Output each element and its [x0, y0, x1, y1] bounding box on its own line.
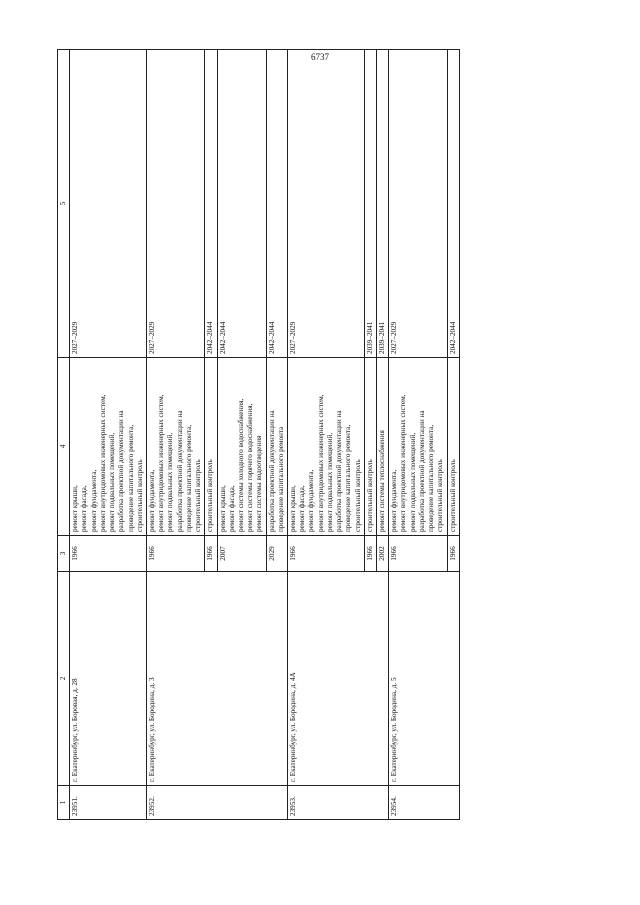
- year-cell: 1966: [146, 536, 204, 572]
- works-cell: [447, 358, 459, 536]
- column-header-1: 1: [58, 786, 70, 820]
- work-item: ремонт фундамента,: [89, 469, 98, 532]
- period-cell: 2039–2041: [364, 50, 376, 358]
- table-body: [70, 50, 460, 820]
- work-item: строительный контроль: [194, 459, 203, 532]
- work-item: ремонт фундамента,: [147, 469, 156, 532]
- record-number: 23951.: [70, 786, 147, 820]
- period-cell: 2042–2044: [266, 50, 287, 358]
- work-item: разработка проектной документации на: [267, 410, 276, 532]
- work-item: ремонт внутридомовых инженерных систем,: [399, 394, 408, 532]
- year-cell: 1966: [364, 536, 376, 572]
- year-cell: 1966: [288, 536, 365, 572]
- period-cell: 2042–2044: [447, 50, 459, 358]
- work-item: ремонт крыши,: [71, 485, 80, 532]
- page-number: 6737: [311, 52, 329, 62]
- building-address: г. Екатеринбург, ул. Бородина, д. 4А: [288, 572, 389, 786]
- work-item: ремонт системы теплоснабжения: [378, 430, 386, 532]
- work-item: разработка проектной документации на: [417, 410, 426, 532]
- works-cell: [377, 358, 389, 536]
- work-item: ремонт подвальных помещений,: [166, 432, 175, 532]
- work-item: ремонт фундамента,: [390, 469, 399, 532]
- year-cell: 2002: [377, 536, 389, 572]
- column-header-3: 3: [58, 536, 70, 572]
- works-cell: [217, 358, 266, 536]
- year-cell: 2029: [266, 536, 287, 572]
- work-item: проведение капитального ремонта,: [126, 424, 135, 532]
- work-item: строительный контроль: [206, 459, 215, 532]
- table-row: [70, 50, 147, 820]
- work-item: ремонт внутридомовых инженерных систем,: [98, 394, 107, 532]
- work-item: строительный контроль: [135, 459, 144, 532]
- works-cell: [288, 358, 365, 536]
- works-cell: [70, 358, 147, 536]
- work-item: проведение капитального ремонта,: [184, 424, 193, 532]
- work-item: ремонт системы холодного водоснабжения,: [236, 398, 245, 532]
- work-item: ремонт фундамента,: [307, 469, 316, 532]
- table-row: [288, 50, 365, 820]
- work-item: строительный контроль: [365, 459, 374, 532]
- column-header-4: 4: [58, 358, 70, 536]
- work-item: ремонт крыши,: [218, 485, 227, 532]
- year-cell: 2007: [217, 536, 266, 572]
- building-address: г. Екатеринбург, ул. Бородина, д. 5: [389, 572, 460, 786]
- column-header-5: 5: [58, 50, 70, 358]
- table-row: [146, 50, 204, 820]
- works-cell: [266, 358, 287, 536]
- work-item: ремонт фасада,: [298, 485, 307, 532]
- work-item: разработка проектной документации на: [335, 410, 344, 532]
- table-row: [389, 50, 447, 820]
- record-number: 23954.: [389, 786, 460, 820]
- work-item: ремонт подвальных помещений,: [108, 432, 117, 532]
- work-item: ремонт подвальных помещений,: [325, 432, 334, 532]
- work-item: разработка проектной документации на: [175, 410, 184, 532]
- work-item: проведение капитального ремонта,: [427, 424, 436, 532]
- work-item: ремонт фасада,: [227, 485, 236, 532]
- period-cell: 2042–2044: [217, 50, 266, 358]
- period-cell: 2039–2041: [377, 50, 389, 358]
- work-item: проведение капитального ремонта,: [344, 424, 353, 532]
- work-item: строительный контроль: [353, 459, 362, 532]
- capital-repair-table: [57, 49, 460, 820]
- work-item: ремонт подвальных помещений,: [408, 432, 417, 532]
- work-item: ремонт системы горячего водоснабжения,: [246, 403, 255, 532]
- period-cell: 2027–2029: [70, 50, 147, 358]
- period-cell: 2027–2029: [288, 50, 365, 358]
- period-cell: 2027–2029: [389, 50, 447, 358]
- works-cell: [205, 358, 217, 536]
- work-item: ремонт системы водоотведения: [255, 435, 264, 532]
- work-item: ремонт внутридомовых инженерных систем,: [316, 394, 325, 532]
- works-cell: [389, 358, 447, 536]
- year-cell: 1966: [389, 536, 447, 572]
- column-header-2: 2: [58, 572, 70, 786]
- work-item: разработка проектной документации на: [117, 410, 126, 532]
- works-cell: [146, 358, 204, 536]
- building-address: г. Екатеринбург, ул. Бородина, д. 3: [146, 572, 287, 786]
- work-item: ремонт фасада,: [80, 485, 89, 532]
- period-cell: 2042–2044: [205, 50, 217, 358]
- rotated-table-sheet: [57, 50, 587, 820]
- works-cell: [364, 358, 376, 536]
- column-number-row: [58, 50, 70, 820]
- record-number: 23953.: [288, 786, 389, 820]
- work-item: строительный контроль: [436, 459, 445, 532]
- work-item: ремонт крыши,: [289, 485, 298, 532]
- year-cell: 1966: [70, 536, 147, 572]
- year-cell: 1966: [447, 536, 459, 572]
- record-number: 23952.: [146, 786, 287, 820]
- period-cell: 2027–2029: [146, 50, 204, 358]
- work-item: проведение капитального ремонта: [276, 426, 285, 532]
- building-address: г. Екатеринбург, ул. Боровая, д. 28: [70, 572, 147, 786]
- work-item: ремонт внутридомовых инженерных систем,: [157, 394, 166, 532]
- work-item: строительный контроль: [448, 459, 457, 532]
- year-cell: 1966: [205, 536, 217, 572]
